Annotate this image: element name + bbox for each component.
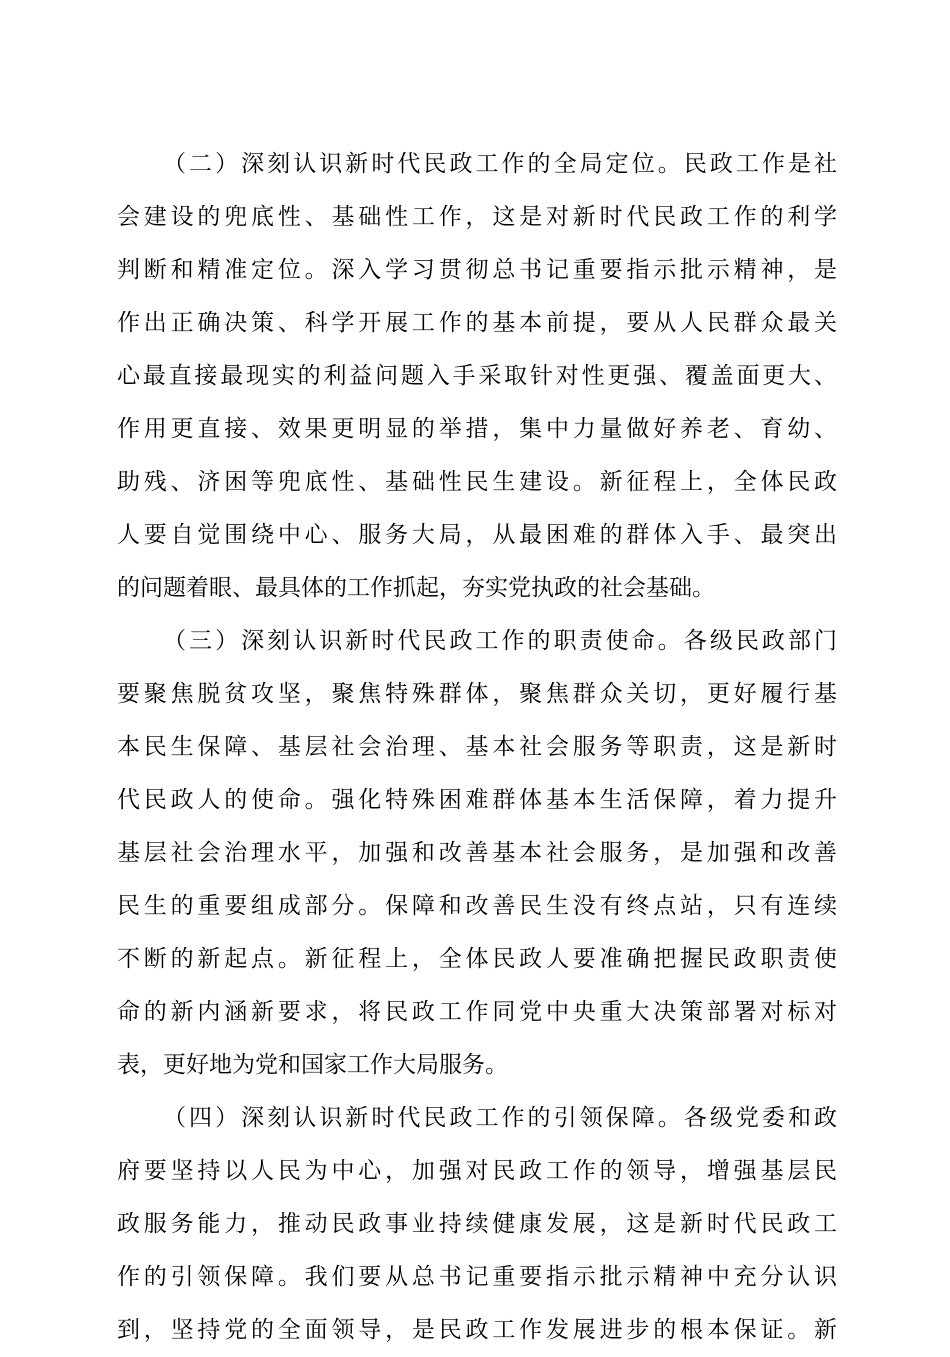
paragraph-line: 作出正确决策、科学开展工作的基本前提，要从人民群众最关	[117, 310, 841, 336]
paragraph-line: 基层社会治理水平，加强和改善基本社会服务，是加强和改善	[117, 840, 841, 866]
paragraph-line: 会建设的兜底性、基础性工作，这是对新时代民政工作的利学	[117, 204, 841, 230]
paragraph-line: 的问题着眼、最具体的工作抓起，夯实党执政的社会基础。	[117, 575, 715, 601]
paragraph-line	[117, 1092, 841, 1145]
paragraph-line: 到，坚持党的全面领导，是民政工作发展进步的根本保证。新	[117, 1317, 841, 1343]
section-heading: （四）深刻认识新时代民政工作的引领保障。	[163, 1105, 684, 1131]
section-heading: （二）深刻认识新时代民政工作的全局定位。	[163, 151, 684, 177]
paragraph-line: 政服务能力，推动民政事业持续健康发展，这是新时代民政工	[117, 1211, 841, 1237]
paragraph-line: 代民政人的使命。强化特殊困难群体基本生活保障，着力提升	[117, 787, 841, 813]
paragraph-text: 各级民政部门	[683, 628, 841, 654]
paragraph-2	[117, 138, 841, 615]
paragraph-line	[117, 615, 841, 668]
paragraph-text: 民政工作是社	[683, 151, 841, 177]
paragraph-text: 各级党委和政	[683, 1105, 841, 1131]
paragraph-line: 府要坚持以人民为中心，加强对民政工作的领导，增强基层民	[117, 1158, 841, 1184]
paragraph-line: 本民生保障、基层社会治理、基本社会服务等职责，这是新时	[117, 734, 841, 760]
paragraph-line: 命的新内涵新要求，将民政工作同党中央重大决策部署对标对	[117, 999, 841, 1025]
paragraph-line: 民生的重要组成部分。保障和改善民生没有终点站，只有连续	[117, 893, 841, 919]
paragraph-line: 判断和精准定位。深入学习贯彻总书记重要指示批示精神，是	[117, 257, 841, 283]
paragraph-line: 表，更好地为党和国家工作大局服务。	[117, 1052, 508, 1078]
body-text	[117, 138, 841, 1357]
paragraph-line: 人要自觉围绕中心、服务大局，从最困难的群体入手、最突出	[117, 522, 841, 548]
paragraph-3	[117, 615, 841, 1092]
paragraph-line: 作用更直接、效果更明显的举措，集中力量做好养老、育幼、	[117, 416, 841, 442]
paragraph-line: 心最直接最现实的利益问题入手采取针对性更强、覆盖面更大、	[117, 363, 840, 389]
paragraph-line: 助残、济困等兜底性、基础性民生建设。新征程上，全体民政	[117, 469, 841, 495]
section-heading: （三）深刻认识新时代民政工作的职责使命。	[163, 628, 684, 654]
paragraph-line: 作的引领保障。我们要从总书记重要指示批示精神中充分认识	[117, 1264, 841, 1290]
paragraph-line: 不断的新起点。新征程上，全体民政人要准确把握民政职责使	[117, 946, 841, 972]
paragraph-line: 要聚焦脱贫攻坚，聚焦特殊群体，聚焦群众关切，更好履行基	[117, 681, 841, 707]
paragraph-4	[117, 1092, 841, 1357]
paragraph-line	[117, 138, 841, 191]
